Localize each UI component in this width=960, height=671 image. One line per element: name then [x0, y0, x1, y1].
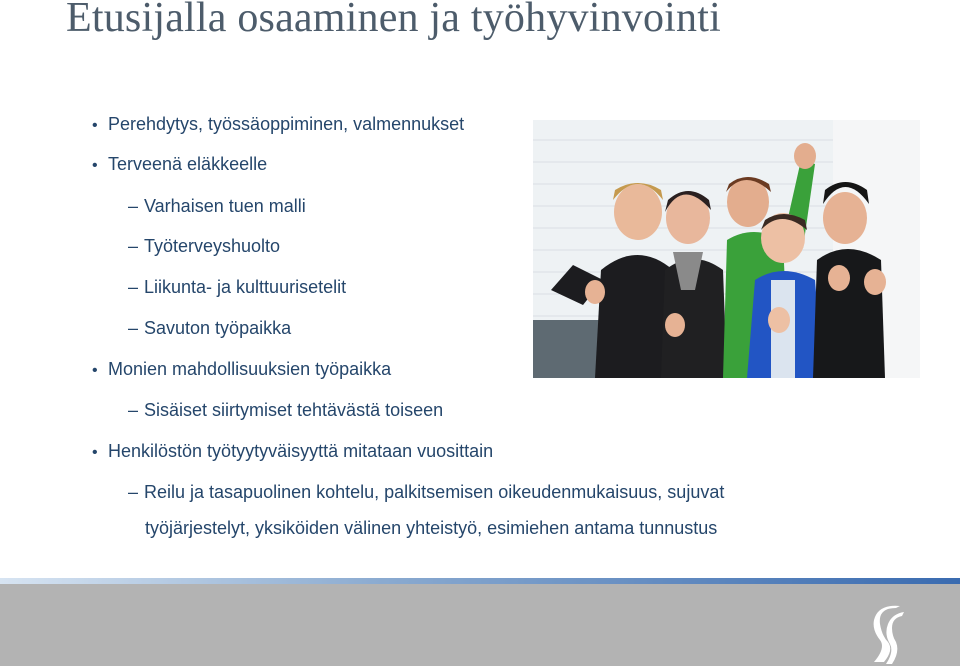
sub-bullet-continuation: työjärjestelyt, yksiköiden välinen yhteistyö, esimiehen antama tunnustus — [145, 518, 718, 538]
sub-bullet-item — [128, 400, 443, 421]
bullet-item — [92, 359, 391, 380]
dash-marker: – — [128, 196, 139, 216]
bullet-marker: • — [92, 157, 98, 174]
slide-title: Etusijalla osaaminen ja työhyvinvointi — [66, 0, 721, 41]
dash-marker: – — [128, 236, 139, 256]
sub-bullet-item — [128, 196, 306, 217]
dash-marker: – — [128, 400, 139, 420]
staff-group-photo — [533, 120, 920, 378]
bullet-text: Henkilöstön työtyytyväisyyttä mitataan vuosittain — [108, 441, 494, 461]
dash-marker: – — [128, 318, 139, 338]
sub-bullet-text: Varhaisen tuen malli — [144, 196, 306, 216]
bullet-marker: • — [92, 444, 98, 461]
sub-bullet-text: Reilu ja tasapuolinen kohtelu, palkitsemisen oikeudenmukaisuus, sujuvat — [144, 482, 725, 502]
bullet-marker: • — [92, 362, 98, 379]
sub-bullet-text: Työterveyshuolto — [144, 236, 281, 256]
footer-bar — [0, 584, 960, 666]
sub-bullet-item — [128, 318, 291, 339]
dash-marker: – — [128, 277, 139, 297]
bullet-item — [92, 154, 267, 175]
sub-bullet-text: Liikunta- ja kulttuurisetelit — [144, 277, 347, 297]
dash-marker: – — [128, 482, 139, 502]
bullet-text: Monien mahdollisuuksien työpaikka — [108, 359, 392, 379]
sub-bullet-item — [128, 482, 724, 503]
bullet-text: Terveenä eläkkeelle — [108, 154, 268, 174]
sub-bullet-item — [128, 277, 346, 298]
bullet-item — [92, 441, 493, 462]
bullet-text: Perehdytys, työssäoppiminen, valmennukset — [108, 114, 465, 134]
sub-bullet-item — [128, 236, 280, 257]
bullet-item — [92, 114, 464, 135]
s-logo-icon — [866, 602, 906, 666]
sub-bullet-text: Sisäiset siirtymiset tehtävästä toiseen — [144, 400, 444, 420]
bullet-marker: • — [92, 117, 98, 134]
sub-bullet-text: Savuton työpaikka — [144, 318, 292, 338]
